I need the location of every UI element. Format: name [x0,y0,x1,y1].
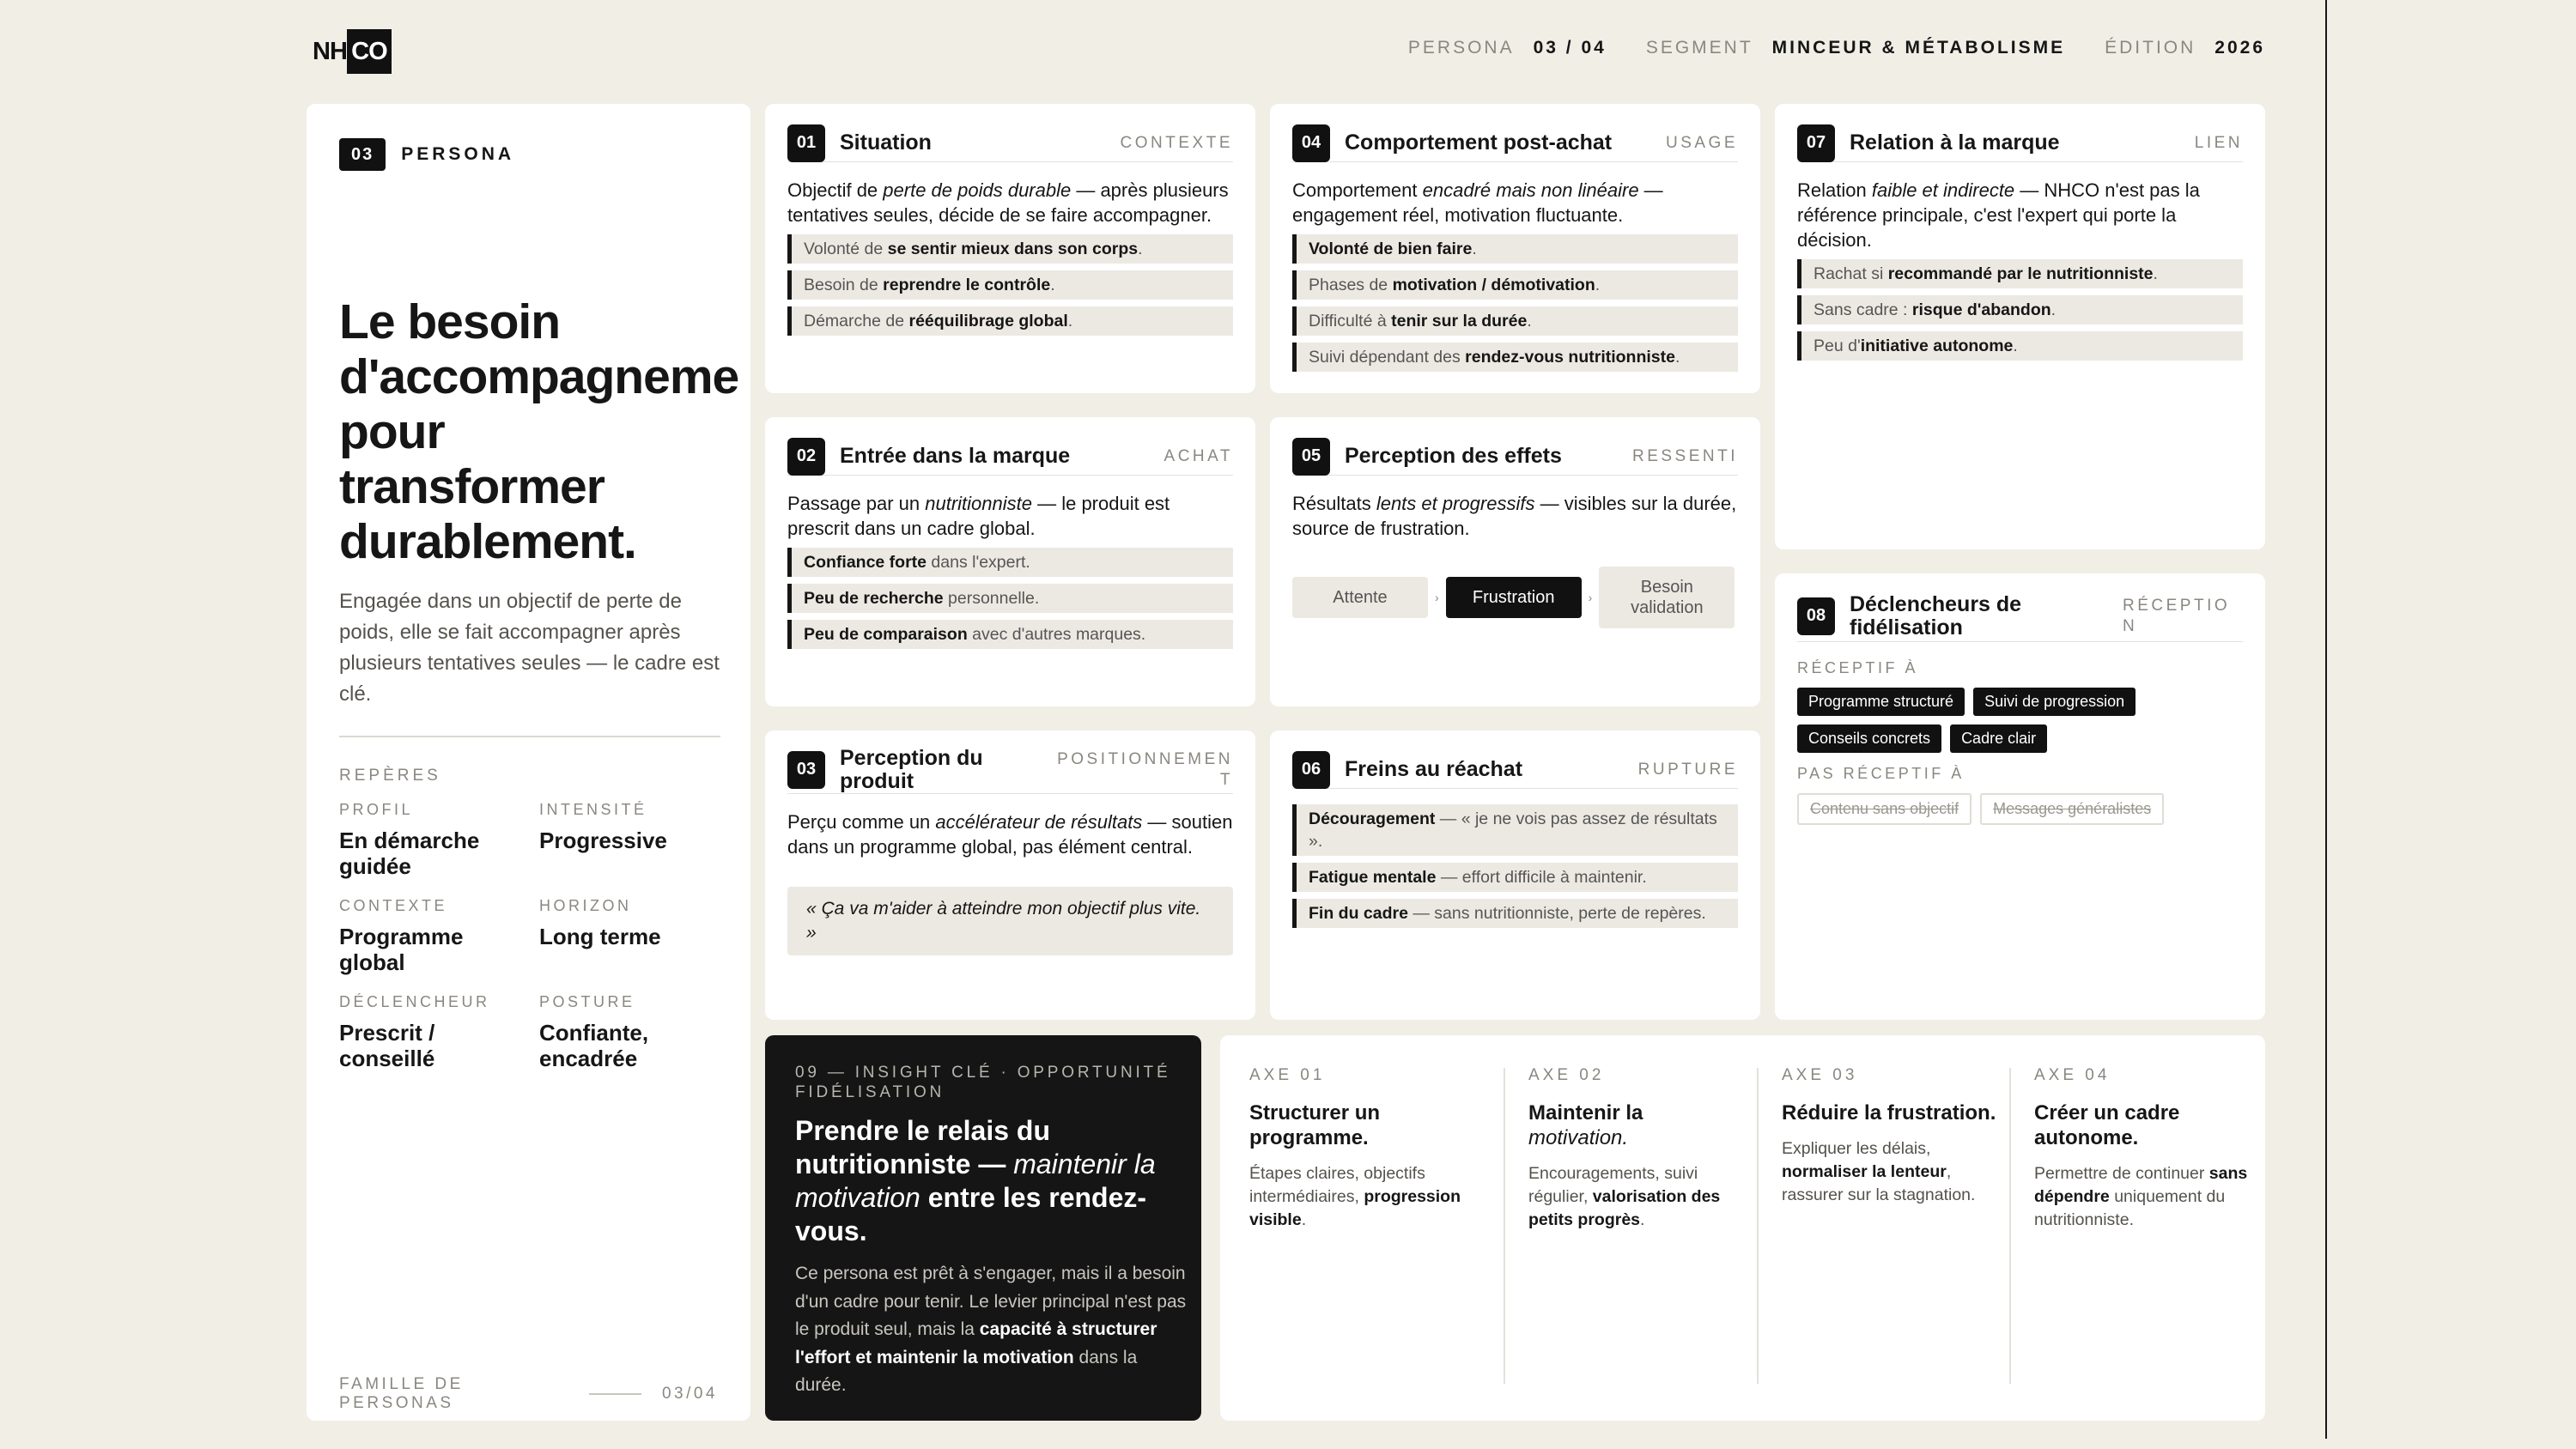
card-header [1292,124,1738,162]
persona-title-line: durablement. [339,514,636,569]
card-header [787,746,1233,794]
card-tag: RÉCEPTION [2123,596,2231,635]
repere-key: POSTURE [539,993,635,1010]
repere-key: INTENSITÉ [539,801,647,818]
card-freins-reachat [1270,731,1760,1020]
reperes-title: REPÈRES [339,767,441,785]
meta-edition-label: ÉDITION [2105,38,2196,58]
card-text: Passage par un nutritionniste — le produit est prescrit dans un cadre global. [787,493,1170,539]
divider [339,736,720,737]
card-text: Relation faible et indirecte — NHCO n'est pas la référence principale, c'est l'expert qui porte la décision. [1797,179,2200,251]
step-attente: Attente [1292,577,1428,618]
card-text: Comportement encadré mais non linéaire — engagement réel, motivation fluctuante. [1292,179,1663,226]
bullet-item: Phases de motivation / démotivation. [1292,270,1738,300]
persona-title-line: pour [339,404,445,459]
card-perception-produit [765,731,1255,1020]
card-title: Relation à la marque [1850,130,2060,155]
axe-label: AXE 02 [1528,1066,1605,1084]
chevron-right-icon: › [1588,591,1593,604]
repere-contexte [339,897,511,975]
axe-02 [1528,1066,1743,1232]
card-tag: RESSENTI [1631,446,1738,465]
axe-desc: Expliquer les délais, normaliser la lenteur, rassurer sur la stagnation. [1782,1139,1976,1204]
bullet-item: Besoin de reprendre le contrôle. [787,270,1233,300]
insight-card [765,1035,1201,1421]
card-tag: POSITIONNEMENT [1057,749,1233,789]
persona-card [307,104,750,1421]
axe-divider [2009,1068,2011,1384]
bullet-item: Peu de recherche personnelle. [787,584,1233,613]
card-declencheurs-fidelisation [1775,573,2265,1020]
right-edge-rule [2325,0,2327,1439]
persona-title [339,294,786,569]
axes-card [1220,1035,2265,1421]
emotion-steps [1292,567,1738,628]
repere-value: Programme global [339,924,464,975]
card-title: Comportement post-achat [1345,130,1613,155]
persona-number: 03 [339,138,386,171]
repere-profil [339,801,511,879]
repere-declencheur [339,993,511,1071]
bullet-item: Fatigue mentale — effort difficile à maintenir. [1292,863,1738,892]
logo-nh-text: NH [313,37,347,65]
nhco-logo [313,29,392,74]
card-tag: CONTEXTE [1120,133,1233,152]
card-title: Perception des effets [1345,444,1562,469]
persona-label: PERSONA [401,144,515,164]
card-text: Objectif de perte de poids durable — après plusieurs tentatives seules, décide de se faire accompagner. [787,179,1229,226]
axe-label: AXE 03 [1782,1066,1858,1084]
axe-desc: Encouragements, suivi régulier, valorisation des petits progrès. [1528,1164,1721,1229]
axe-divider [1504,1068,1505,1384]
card-title: Déclencheurs de fidélisation [1850,592,2022,640]
step-frustration: Frustration [1446,577,1582,618]
card-header [1797,591,2243,642]
repere-value: En démarche guidée [339,828,480,879]
card-number: 06 [1292,751,1330,789]
repere-value: Long terme [539,924,661,949]
card-perception-effets [1270,417,1760,706]
card-header [787,438,1233,476]
tag-not-receptive: Messages généralistes [1980,793,2164,825]
tag-receptive: Programme structuré [1797,688,1965,716]
card-tag: ACHAT [1163,446,1233,465]
repere-horizon [539,897,711,949]
meta-segment-label: SEGMENT [1645,38,1753,58]
bullet-item: Peu d'initiative autonome. [1797,331,2243,361]
meta-persona-value: 03 / 04 [1533,38,1607,58]
card-number: 07 [1797,124,1835,162]
bullet-item: Fin du cadre — sans nutritionniste, perte de repères. [1292,899,1738,928]
card-number: 03 [787,751,825,789]
insight-title: Prendre le relais du nutritionniste — maintenir la motivation entre les rendez-vous. [795,1115,1156,1246]
card-number: 02 [787,438,825,476]
card-header [1292,751,1738,789]
repere-key: DÉCLENCHEUR [339,993,490,1010]
repere-key: HORIZON [539,897,632,914]
axe-title: Créer un cadre autonome. [2034,1101,2180,1149]
bullet-item: Volonté de bien faire. [1292,234,1738,264]
card-relation-marque [1775,104,2265,549]
card-number: 01 [787,124,825,162]
not-receptive-label: PAS RÉCEPTIF À [1797,765,1965,782]
axe-desc: Permettre de continuer sans dépendre uniquement du nutritionniste. [2034,1164,2248,1229]
repere-value: Confiante, encadrée [539,1020,649,1071]
card-header [1292,438,1738,476]
axe-desc: Étapes claires, objectifs intermédiaires, progression visible. [1249,1164,1461,1229]
persona-footer [339,1375,718,1413]
card-tag: RUPTURE [1637,760,1738,779]
card-title: Freins au réachat [1345,757,1523,782]
axe-04 [2034,1066,2249,1232]
bullet-item: Sans cadre : risque d'abandon. [1797,295,2243,324]
card-header [787,124,1233,162]
bullet-item: Confiance forte dans l'expert. [787,548,1233,577]
card-title: Entrée dans la marque [840,444,1071,469]
axe-title: Réduire la frustration. [1782,1101,1996,1125]
persona-lead: Engagée dans un objectif de perte de poids, elle se fait accompagner après plusieurs tentatives seules — le cadre est clé. [339,590,720,706]
card-entree-marque [765,417,1255,706]
repere-key: CONTEXTE [339,897,448,914]
card-number: 08 [1797,597,1835,635]
card-title: Situation [840,130,932,155]
axe-03 [1782,1066,1996,1207]
meta-edition-value: 2026 [2215,38,2265,58]
meta-segment-value: MINCEUR & MÉTABOLISME [1771,38,2066,58]
repere-intensite [539,801,711,853]
bullet-item: Peu de comparaison avec d'autres marques. [787,620,1233,649]
footer-page: 03/04 [661,1385,718,1403]
bullet-item: Rachat si recommandé par le nutritionniste. [1797,259,2243,288]
card-tag: LIEN [2194,133,2243,152]
persona-badge [339,138,514,171]
bullet-item: Difficulté à tenir sur la durée. [1292,306,1738,336]
insight-kicker: 09 — INSIGHT CLÉ · OPPORTUNITÉ FIDÉLISATION [795,1064,1171,1101]
repere-key: PROFIL [339,801,414,818]
axe-label: AXE 01 [1249,1066,1326,1084]
axe-01 [1249,1066,1481,1232]
card-number: 04 [1292,124,1330,162]
card-number: 05 [1292,438,1330,476]
axe-title: Structurer un programme. [1249,1101,1381,1149]
card-header [1797,124,2243,162]
axe-label: AXE 04 [2034,1066,2111,1084]
tag-receptive: Cadre clair [1950,724,2047,753]
card-comportement [1270,104,1760,393]
persona-title-line: transformer [339,459,605,514]
product-quote: « Ça va m'aider à atteindre mon objectif plus vite. » [787,887,1233,955]
footer-label: FAMILLE DE PERSONAS [339,1375,464,1412]
card-situation [765,104,1255,393]
meta-persona-label: PERSONA [1407,38,1515,58]
tag-not-receptive: Contenu sans objectif [1797,793,1971,825]
axe-title: Maintenir la motivation. [1528,1101,1643,1149]
card-title: Perception du produit [840,746,983,793]
card-text: Perçu comme un accélérateur de résultats — soutien dans un programme global, pas élément central. [787,811,1233,858]
card-text: Résultats lents et progressifs — visibles sur la durée, source de frustration. [1292,493,1737,539]
chevron-right-icon: › [1435,591,1439,604]
footer-line [589,1393,641,1395]
repere-value: Prescrit / conseillé [339,1020,435,1071]
persona-title-line: d'accompagneme [339,349,739,404]
logo-co-block: CO [347,29,392,74]
receptive-label: RÉCEPTIF À [1797,659,1919,676]
axe-divider [1757,1068,1759,1384]
persona-title-line: Le besoin [339,294,561,349]
bullet-item: Volonté de se sentir mieux dans son corps. [787,234,1233,264]
tag-receptive: Conseils concrets [1797,724,1941,753]
bullet-item: Suivi dépendant des rendez-vous nutritionniste. [1292,343,1738,372]
card-tag: USAGE [1665,133,1738,152]
repere-value: Progressive [539,828,667,853]
insight-text: Ce persona est prêt à s'engager, mais il a besoin d'un cadre pour tenir. Le levier principal n'est pas le produit seul, mais la capacité à structurer l'effort et maintenir la motivation dans la durée. [795,1264,1187,1395]
repere-posture [539,993,711,1071]
tag-receptive: Suivi de progression [1973,688,2136,716]
bullet-item: Démarche de rééquilibrage global. [787,306,1233,336]
step-besoin-validation: Besoin validation [1599,567,1735,628]
bullet-item: Découragement — « je ne vois pas assez de résultats ». [1292,804,1738,856]
header-meta [1408,38,2265,58]
